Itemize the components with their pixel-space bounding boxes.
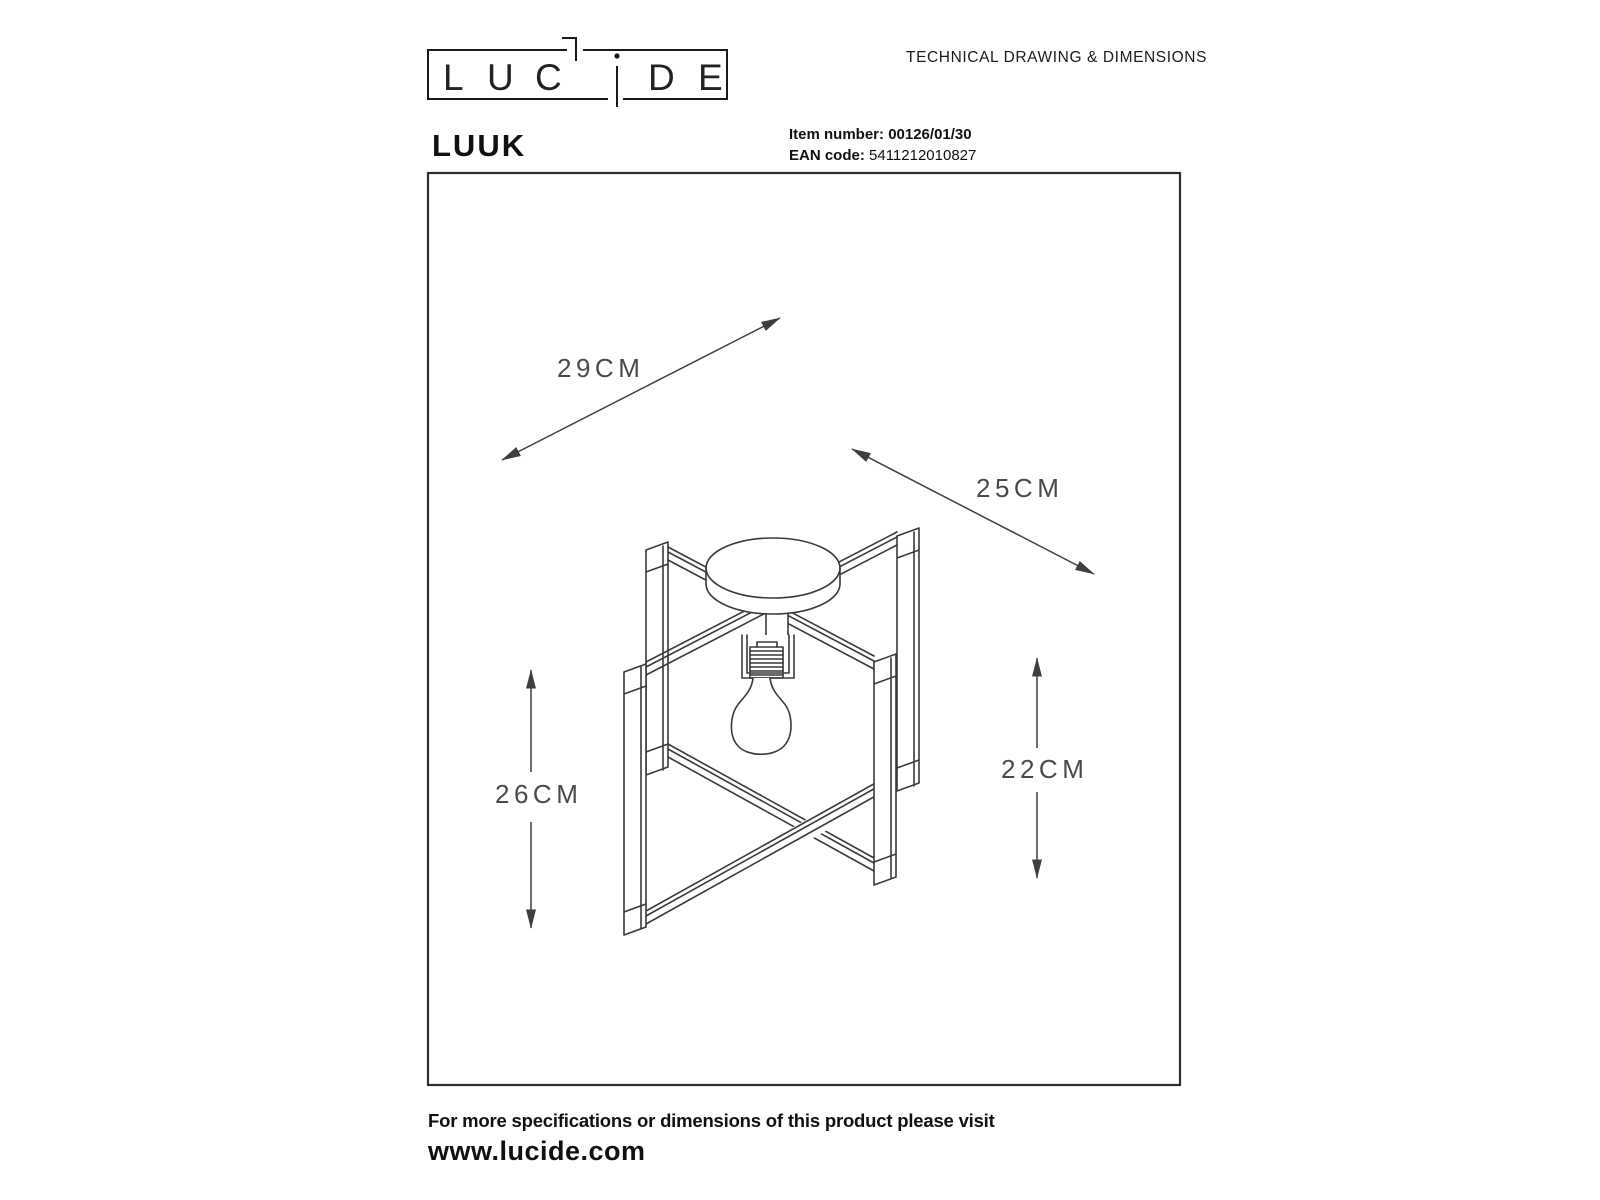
item-number-row	[789, 124, 976, 145]
socket-neck	[766, 612, 788, 637]
logo-letter-d: D	[648, 57, 675, 98]
lamp-illustration	[624, 528, 919, 935]
dimension-label-depth: 25CM	[976, 473, 1064, 503]
light-bulb	[731, 678, 791, 754]
lamp-socket	[742, 635, 794, 678]
logo-letter-u: U	[487, 57, 514, 98]
frame-bottom-bars	[646, 744, 897, 924]
frame-post-back-right	[897, 528, 919, 791]
website-url: www.lucide.com	[428, 1136, 646, 1166]
logo-letters	[443, 57, 723, 98]
dimension-label-width: 29CM	[557, 353, 645, 383]
item-number-value: 00126/01/30	[888, 126, 972, 143]
product-identifiers	[789, 124, 976, 166]
ceiling-canopy	[706, 538, 840, 614]
frame-post-front-right	[874, 654, 896, 885]
frame-post-back-left	[646, 542, 668, 775]
logo-box	[428, 50, 727, 99]
product-name: LUUK	[432, 128, 527, 163]
footer-note: For more specifications or dimensions of this product please visit	[428, 1110, 995, 1131]
logo-letter-c: C	[535, 57, 562, 98]
frame-post-front-left	[624, 664, 646, 935]
ean-label: EAN code:	[789, 147, 865, 164]
logo-i-mark	[614, 53, 619, 107]
ean-value: 5411212010827	[869, 147, 977, 164]
logo-letter-l: L	[443, 57, 464, 98]
drawing-frame	[428, 173, 1180, 1085]
document-title: TECHNICAL DRAWING & DIMENSIONS	[906, 49, 1208, 66]
ean-row	[789, 145, 976, 166]
lucide-logo	[428, 38, 727, 107]
dimension-label-inner-height: 22CM	[1001, 754, 1089, 784]
dimension-arrow-width-29cm	[502, 318, 780, 460]
dimension-arrow-depth-25cm	[852, 449, 1094, 574]
item-number-label: Item number:	[789, 126, 885, 143]
dimension-label-frame-height: 26CM	[495, 779, 583, 809]
logo-letter-e: E	[698, 57, 723, 98]
